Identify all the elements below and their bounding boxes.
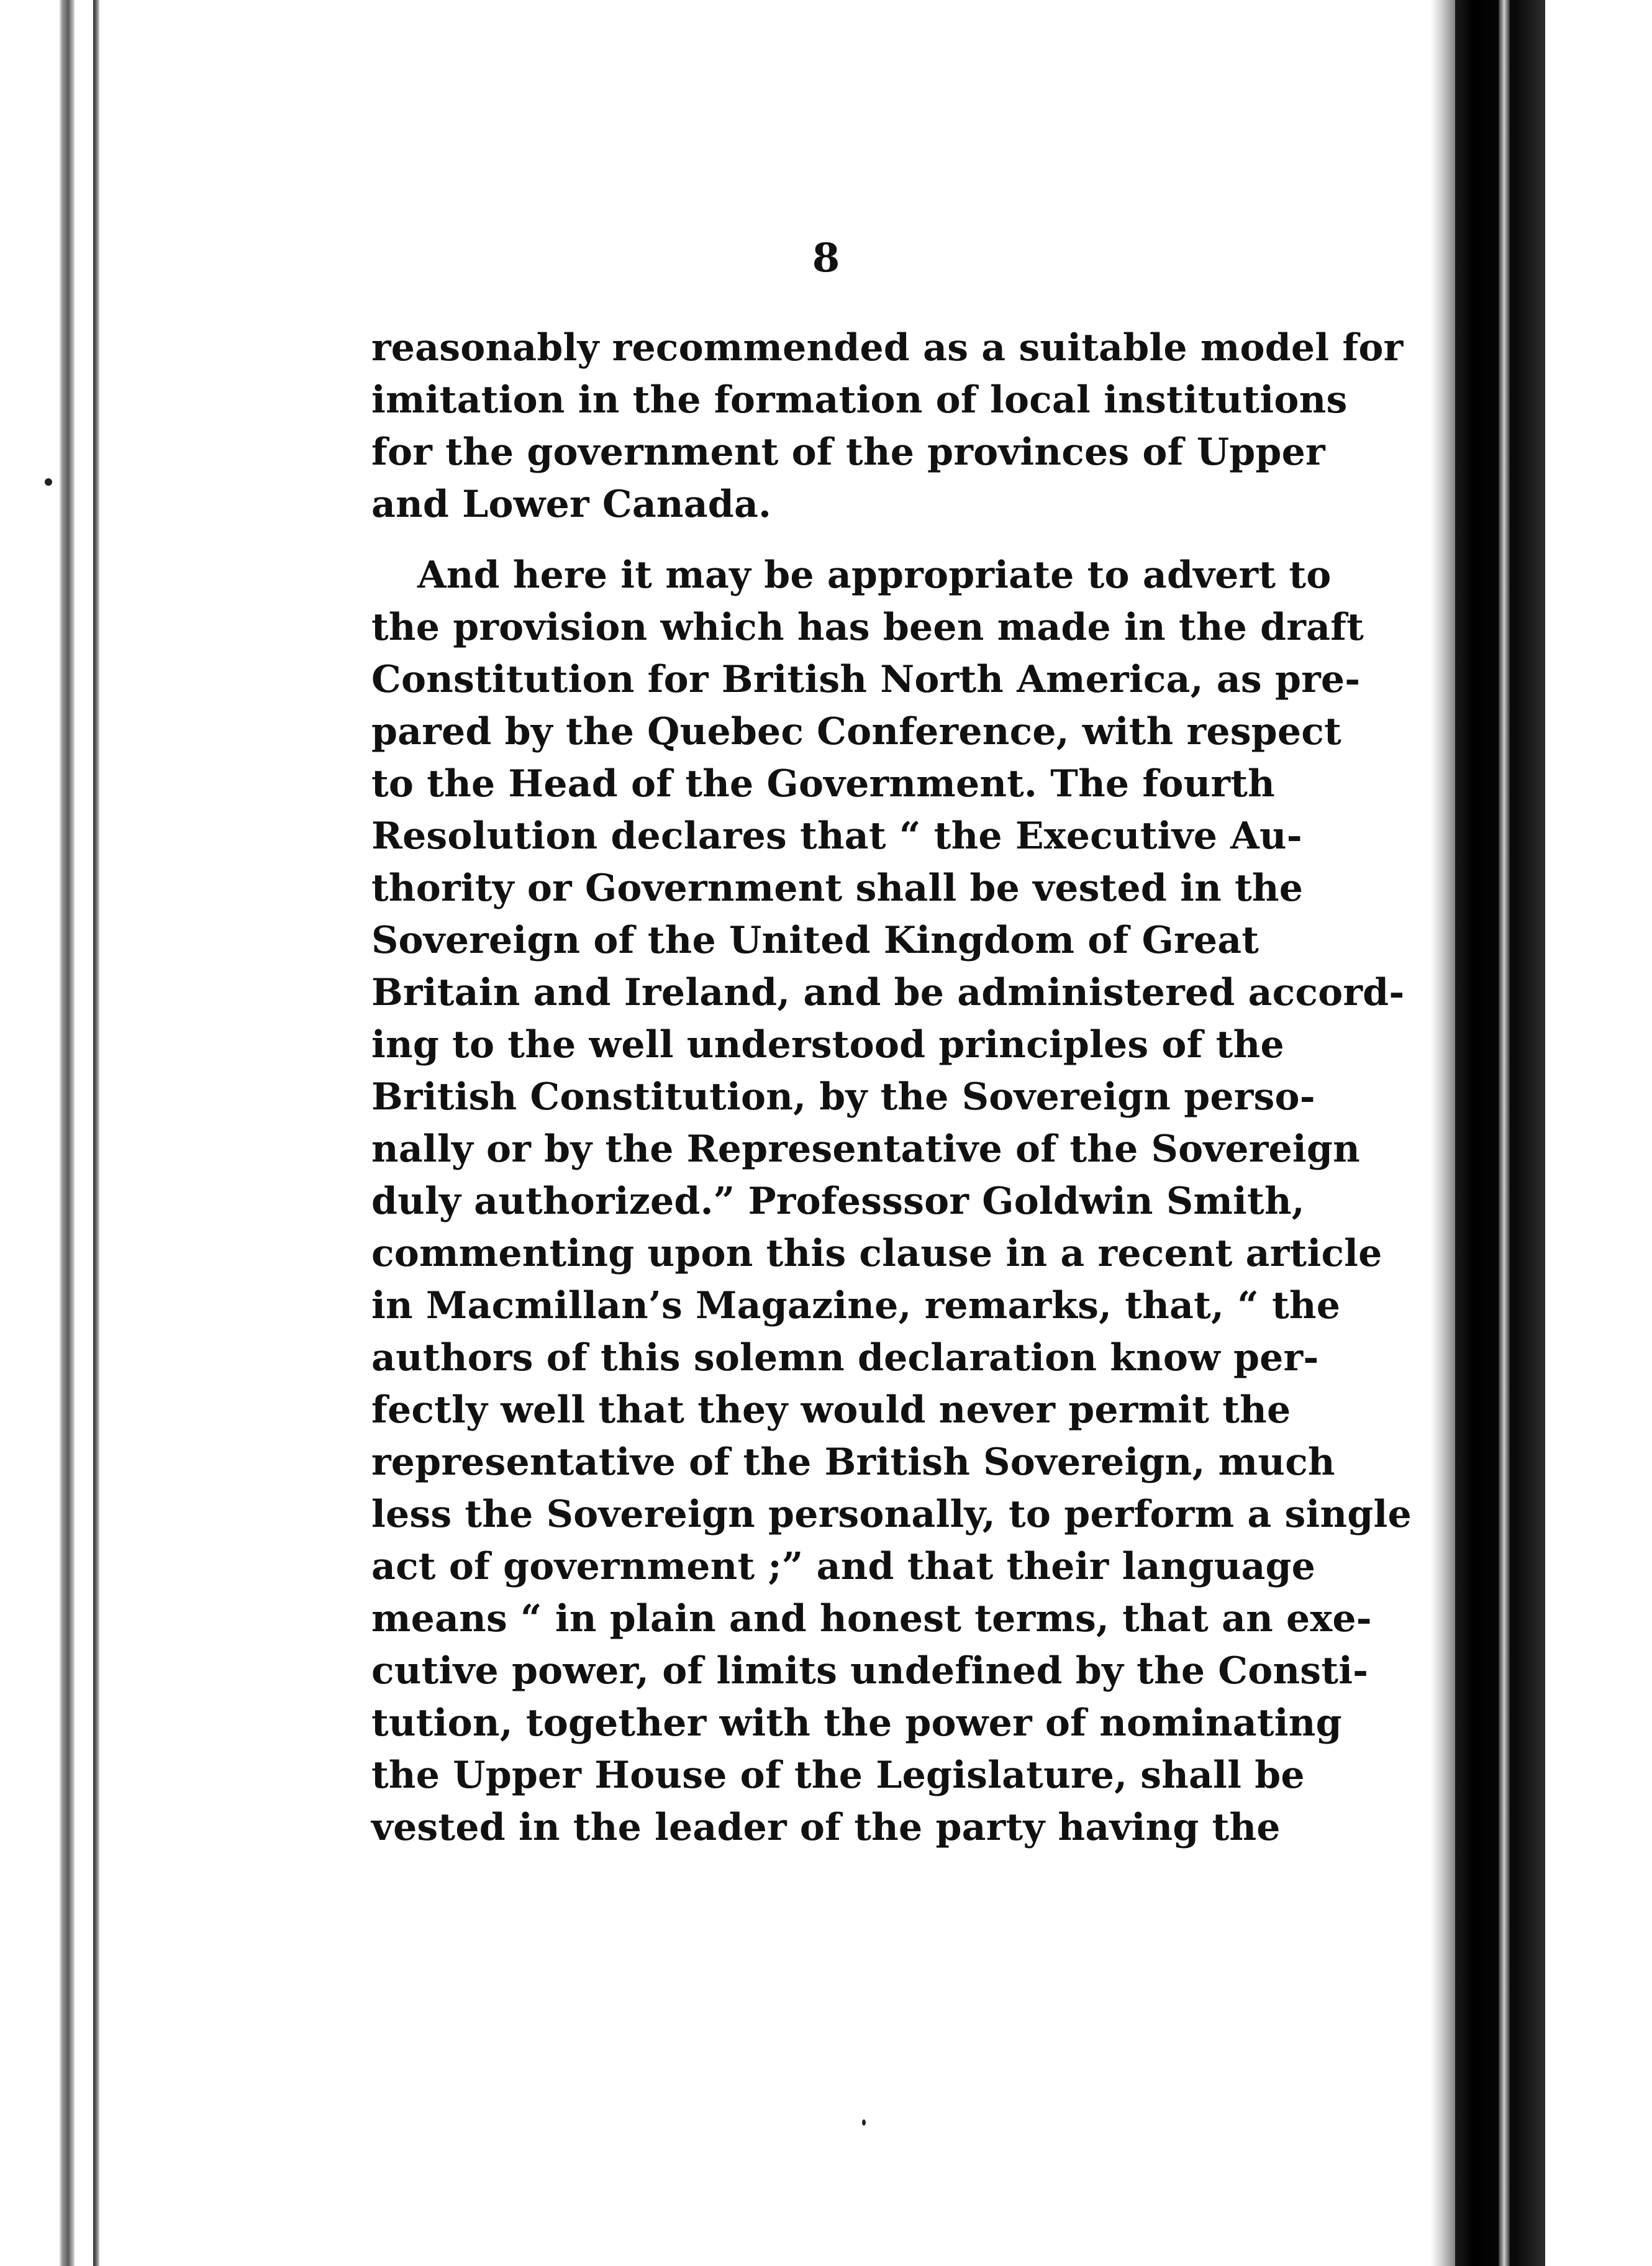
text-line: British Constitution, by the Sovereign perso-: [371, 1075, 1315, 1119]
scan-speck: [862, 2119, 866, 2126]
text-line: for the government of the provinces of Upper: [371, 430, 1325, 474]
text-line: thority or Government shall be vested in the: [371, 867, 1304, 910]
binding-highlight: [1499, 0, 1510, 2266]
paragraph-gap: [371, 530, 1236, 549]
text-line: nally or by the Representative of the Sovereign: [371, 1127, 1360, 1171]
page-right-edge: [1430, 0, 1455, 2266]
text-line: act of government ;” and that their language: [371, 1545, 1316, 1588]
text-line: cutive power, of limits undefined by the Consti-: [371, 1649, 1369, 1693]
text-line: the provision which has been made in the draft: [371, 606, 1364, 649]
text-line: less the Sovereign personally, to perform a single: [371, 1493, 1412, 1536]
text-line: representative of the British Sovereign, much: [371, 1440, 1335, 1484]
text-line: imitation in the formation of local institutions: [371, 378, 1348, 422]
scan-left-edge: [93, 0, 99, 2266]
text-line: vested in the leader of the party having the: [371, 1806, 1281, 1849]
text-line: duly authorized.” Professsor Goldwin Smith,: [371, 1180, 1305, 1223]
book-binding: [1455, 0, 1545, 2266]
text-line: the Upper House of the Legislature, shall be: [371, 1754, 1305, 1797]
scan-speck: [45, 478, 52, 486]
text-line: authors of this solemn declaration know per-: [371, 1336, 1319, 1380]
text-line: pared by the Quebec Conference, with respect: [371, 710, 1341, 753]
text-line: Constitution for British North America, as pre-: [371, 658, 1361, 701]
text-line: reasonably recommended as a suitable model for: [371, 326, 1404, 370]
text-line: ing to the well understood principles of the: [371, 1023, 1284, 1067]
text-line: commenting upon this clause in a recent article: [371, 1232, 1382, 1275]
text-line: tution, together with the power of nominating: [371, 1701, 1342, 1745]
scan-left-margin: [0, 0, 75, 2266]
page-number: 8: [812, 235, 840, 281]
text-line: to the Head of the Government. The fourth: [371, 762, 1275, 806]
paragraph-2: [371, 549, 1412, 1854]
text-line: And here it may be appropriate to advert to: [417, 553, 1332, 597]
text-line: in Macmillan’s Magazine, remarks, that, “ the: [371, 1284, 1341, 1327]
text-line: fectly well that they would never permit the: [371, 1388, 1291, 1432]
text-line: Resolution declares that “ the Executive Au-: [371, 814, 1302, 858]
body-text: [371, 322, 1412, 1854]
text-line: Sovereign of the United Kingdom of Great: [371, 919, 1259, 962]
text-line: Britain and Ireland, and be administered accord-: [371, 971, 1405, 1014]
text-line: and Lower Canada.: [371, 483, 772, 526]
paragraph-1: [371, 322, 1404, 530]
text-line: means “ in plain and honest terms, that an exe-: [371, 1597, 1372, 1640]
